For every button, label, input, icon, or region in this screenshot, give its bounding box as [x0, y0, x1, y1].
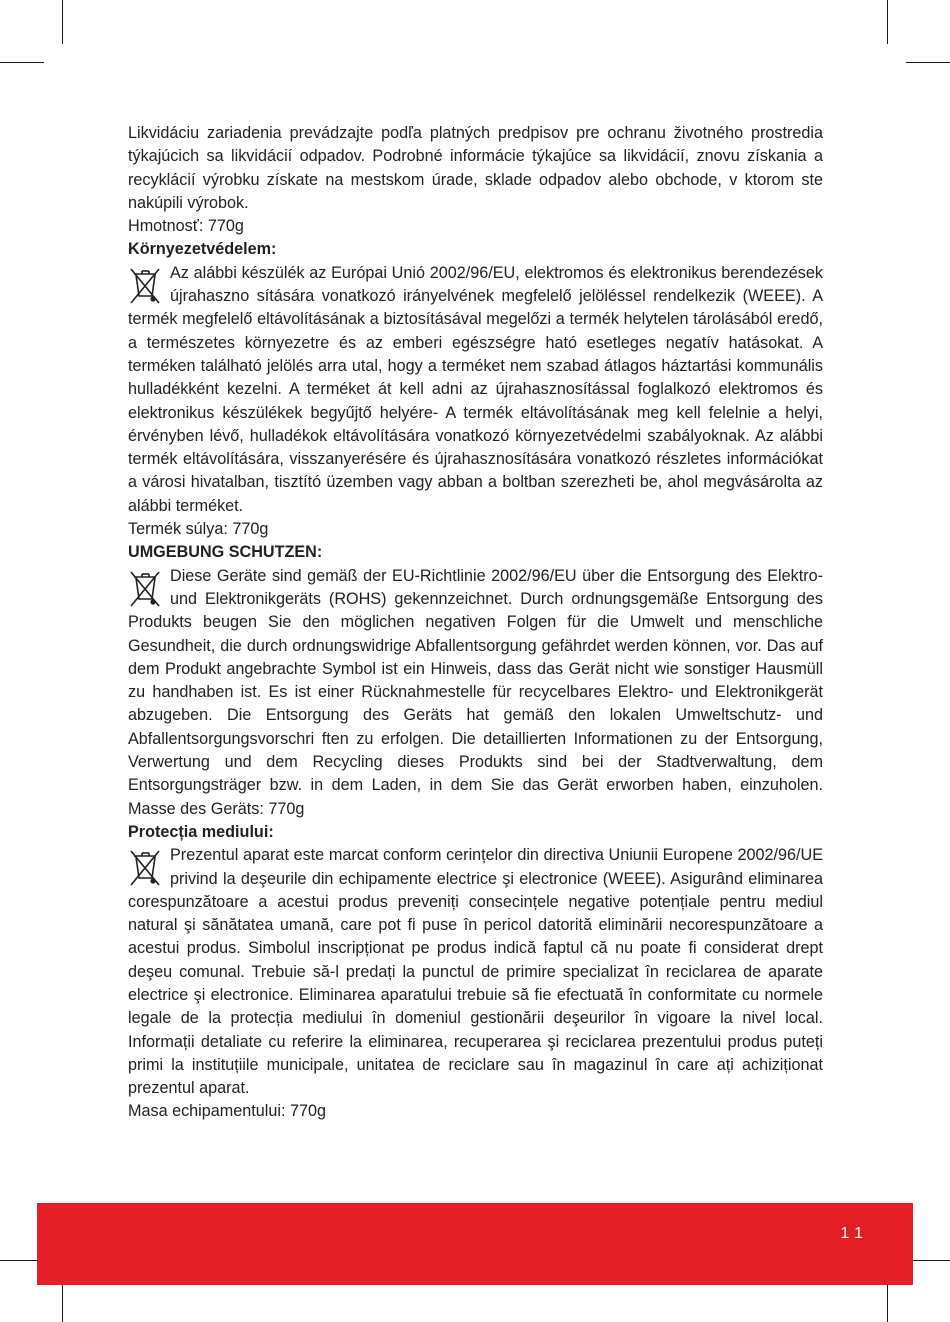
- crop-mark-top-right-horizontal: [906, 62, 950, 63]
- section-weight: Termék súlya: 770g: [128, 520, 269, 539]
- weee-crossed-bin-icon: [128, 848, 164, 888]
- weee-crossed-bin-icon: [128, 569, 164, 609]
- footer-bar: [37, 1203, 913, 1285]
- page-number: 11: [840, 1225, 869, 1242]
- section-hungarian: [128, 238, 823, 541]
- section-title: UMGEBUNG SCHUTZEN:: [128, 543, 323, 562]
- section-romanian: [128, 821, 823, 1124]
- section-body-text: Diese Geräte sind gemäß der EU-Richtlinie 2002/96/EU über die Entsorgung des Elektro- und Elektronikgeräts (ROHS) gekennzeichnet. Durch ordnungsgemäße Entsorgung des Produkts beugen Sie den möglichen negativen Folgen für die Umwelt und menschliche Gesundheit, die durch ordnungswidrige Abfallentsorgung gefährdet werden können, vor. Das auf dem Produkt angebrachte Symbol ist ein Hinweis, dass das Gerät nicht wie sonstiger Hausmüll zu handhaben ist. Es ist einer Rücknahmestelle für recycelbares Elektro- und Elektronikgerät abzugeben. Die Entsorgung des Geräts hat gemäß den lokalen Umweltschutz- und Abfallentsorgungsvorschri ften zu erfolgen. Die detaillierten Informationen zu der Entsorgung, Verwertung und dem Recycling dieses Produkts sind bei der Stadtverwaltung, dem Entsorgungsträger bzw. in dem Laden, in dem Sie das Gerät erworben haben, einzuholen. Masse des Geräts: 770g: [128, 566, 823, 818]
- document-body: [128, 122, 823, 1124]
- section-weight: Masa echipamentului: 770g: [128, 1102, 326, 1121]
- crop-mark-top-left-vertical: [62, 0, 63, 44]
- section-body-text: Prezentul aparat este marcat conform cerințelor din directiva Uniunii Europene 2002/96/UE privind la deşeurile din echipamente electrice şi electronice (WEEE). Asigurând eliminarea corespunzătoare a acestui produs preveniți consecințele negative potențiale pentru mediul natural şi sănătatea umană, care pot fi puse în pericol datorită eliminării necorespunzătoare a acestui produs. Simbolul inscripționat pe produs indică faptul că nu poate fi considerat drept deşeu comunal. Trebuie să-l predați la punctul de primire specializat în reciclarea de aparate electrice şi electronice. Eliminarea aparatului trebuie să fie efectuată în conformitate cu normele legale de la protecția mediului în domeniul gestionării deşeurilor în vigoare la nivel local. Informații detaliate cu referire la eliminarea, recuperarea şi reciclarea prezentului produs puteți primi la instituțiile municipale, unitatea de reciclare sau în magazinul în care ați achiziționat prezentul aparat.: [128, 846, 823, 1098]
- section-body: [128, 844, 823, 1100]
- section-body-text: Az alábbi készülék az Európai Unió 2002/96/EU, elektromos és elektronikus berendezések újrahaszno sítására vonatkozó irányelvének megfelelő jelöléssel rendelkezik (WEEE). A termék megfelelő eltávolításának a biztosításával megelőzi a termék helytelen tárolásából eredő, a természetes környezetre és az emberi egészségre ható esetleges negatív hatásokat. A terméken található jelölés arra utal, hogy a terméket nem szabad átlagos háztartási kommunális hulladékként kezelni. A terméket át kell adni az újrahasznosítással foglalkozó elektromos és elektronikus készülékek begyűjtő helyére- A termék eltávolításának meg kell felelnie a helyi, érvényben lévő, hulladékok eltávolítására vonatkozó környezetvédelmi szabályoknak. Az alábbi termék eltávolítására, visszanyerésére és újrahasznosítására vonatkozó részletes információkat a városi hivatalban, tisztító üzemben vagy abban a boltban szerezheti be, ahol megvásárolta az alábbi terméket.: [128, 263, 823, 515]
- section-german: [128, 541, 823, 821]
- section-body: [128, 262, 823, 518]
- section-body: [128, 565, 823, 821]
- weee-crossed-bin-icon: [128, 266, 164, 306]
- crop-mark-top-left-horizontal: [0, 62, 44, 63]
- intro-weight: Hmotnosť: 770g: [128, 217, 244, 236]
- intro-paragraph: Likvidáciu zariadenia prevádzajte podľa platných predpisov pre ochranu životného prostredia týkajúcich sa likvidácií odpadov. Podrobné informácie týkajúce sa likvidácií, znovu získania a recyklácií výrobku získate na mestskom úrade, sklade odpadov alebo obchode, v ktorom ste nakúpili výrobok.: [128, 124, 823, 212]
- crop-mark-top-right-vertical: [887, 0, 888, 44]
- section-title: Környezetvédelem:: [128, 240, 277, 259]
- section-title: Protecția mediului:: [128, 822, 274, 841]
